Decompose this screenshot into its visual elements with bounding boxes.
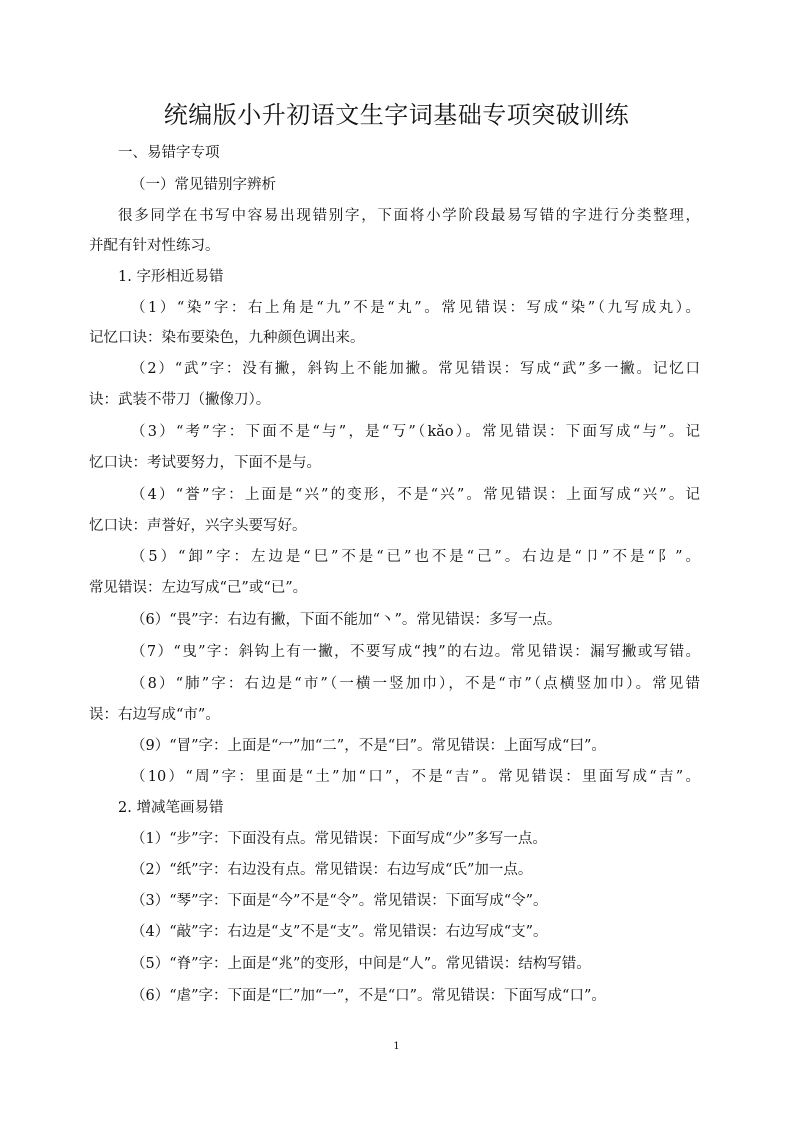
part1-item-3-line-2: 忆口诀：考试要努力，下面不是与。 xyxy=(89,455,321,471)
part1-item-1-line-2: 记忆口诀：染布要染色，九种颜色调出来。 xyxy=(89,330,365,346)
part1-item-4-line-2: 忆口诀：声誉好，兴字头要写好。 xyxy=(89,518,307,534)
part1-heading: 1. 字形相近易错 xyxy=(118,269,224,285)
part1-item-8-line-1: （8）“肺”字：右边是“市”（一横一竖加巾），不是“市”（点横竖加巾）。常见错 xyxy=(131,676,700,692)
part1-item-3-line-1: （3）“考”字：下面不是“与”，是“丂”（kǎo）。常见错误：下面写成“与”。记 xyxy=(131,424,700,440)
part2-item-4: （4）“敲”字：右边是“攴”不是“支”。常见错误：右边写成“支”。 xyxy=(131,924,548,940)
part1-item-2-line-1: （2）“武”字：没有撇，斜钩上不能加撇。常见错误：写成“武”多一撇。记忆口 xyxy=(131,361,700,377)
section-heading: 一、易错字专项 xyxy=(118,145,220,161)
subsection-heading: （一）常见错别字辨析 xyxy=(131,177,276,193)
part1-item-9-line-1: （9）“冒”字：上面是“冖”加“二”，不是“曰”。常见错误：上面写成“曰”。 xyxy=(131,738,606,754)
part1-item-7-line-1: （7）“曳”字：斜钩上有一撇，不要写成“拽”的右边。常见错误：漏写撇或写错。 xyxy=(131,644,700,660)
intro-line-1: 很多同学在书写中容易出现错别字，下面将小学阶段最易写错的字进行分类整理， xyxy=(118,208,700,224)
intro-line-2: 并配有针对性练习。 xyxy=(89,238,220,254)
part1-item-5-line-1: （5）“卸”字：左边是“巳”不是“已”也不是“己”。右边是“卩”不是“阝”。 xyxy=(131,549,700,565)
part2-item-2: （2）“纸”字：右边没有点。常见错误：右边写成“氏”加一点。 xyxy=(131,862,533,878)
part1-item-6-line-1: （6）“畏”字：右边有撇，下面不能加“丶”。常见错误：多写一点。 xyxy=(131,612,562,628)
document-title: 统编版小升初语文生字词基础专项突破训练 xyxy=(163,101,630,129)
part1-item-10-line-1: （10）“周”字：里面是“土”加“口”，不是“吉”。常见错误：里面写成“吉”。 xyxy=(131,769,700,785)
part2-item-1: （1）“步”字：下面没有点。常见错误：下面写成“少”多写一点。 xyxy=(131,831,547,847)
part2-item-5: （5）“脊”字：上面是“兆”的变形，中间是“人”。常见错误：结构写错。 xyxy=(131,956,591,972)
part2-heading: 2. 增减笔画易错 xyxy=(118,800,224,816)
part1-item-2-line-2: 诀：武装不带刀（撇像刀）。 xyxy=(89,392,271,408)
part1-item-8-line-2: 误：右边写成“市”。 xyxy=(89,707,220,723)
part1-item-5-line-2: 常见错误：左边写成“己”或“已”。 xyxy=(89,580,308,596)
part2-item-3: （3）“琴”字：下面是“今”不是“令”。常见错误：下面写成“令”。 xyxy=(131,893,548,909)
part1-item-1-line-1: （1）“染”字：右上角是“九”不是“丸”。常见错误：写成“染”（九写成丸）。 xyxy=(131,300,700,316)
part2-item-6: （6）“虐”字：下面是“匚”加“一”，不是“口”。常见错误：下面写成“口”。 xyxy=(131,988,606,1004)
page-number: 1 xyxy=(393,1041,400,1052)
part1-item-4-line-1: （4）“誉”字：上面是“兴”的变形，不是“兴”。常见错误：上面写成“兴”。记 xyxy=(131,487,700,503)
